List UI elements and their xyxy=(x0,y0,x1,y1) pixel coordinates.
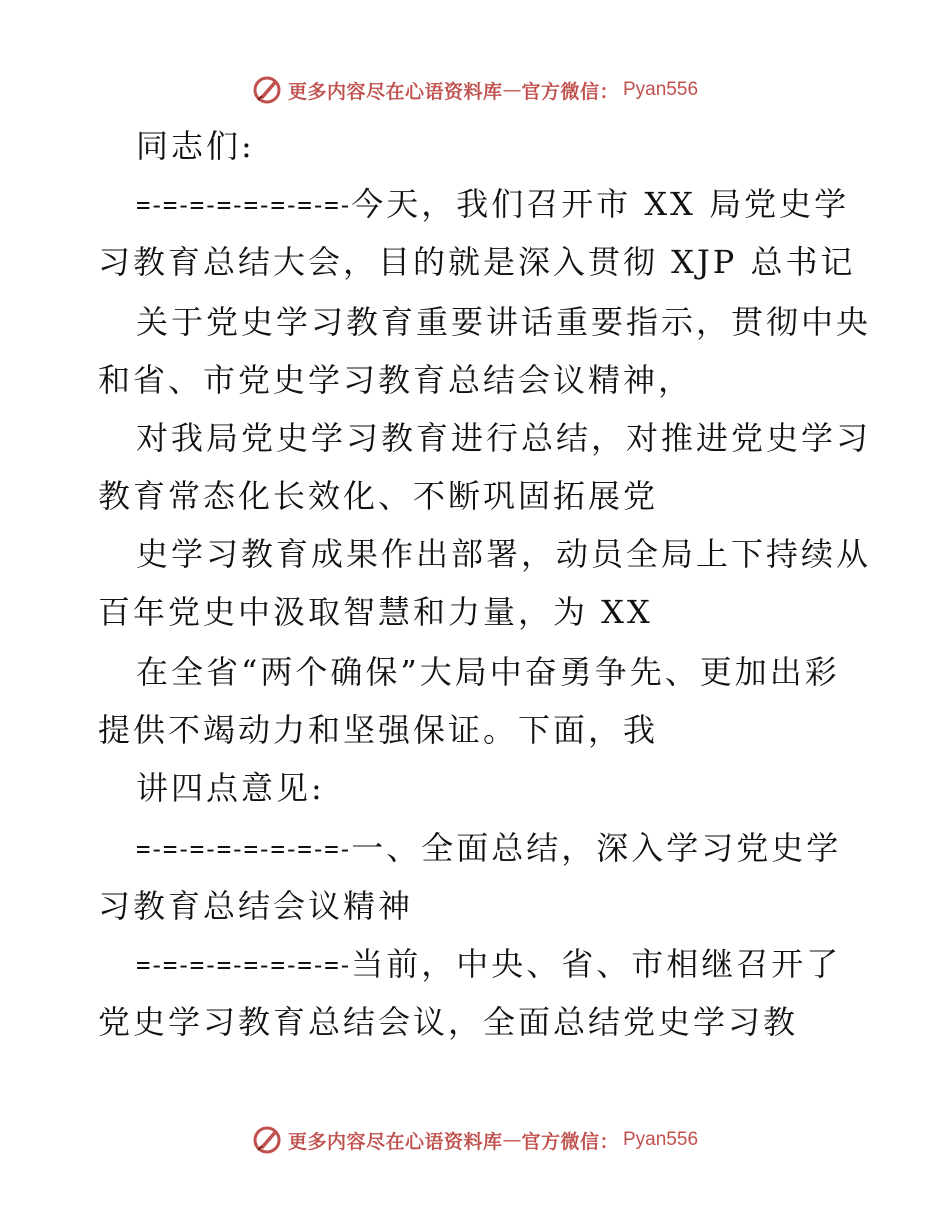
text-line xyxy=(98,242,856,282)
line-text: 习教育总结会议精神 xyxy=(98,887,414,925)
text-line xyxy=(98,476,658,516)
text-line xyxy=(98,886,413,926)
line-text: 百年党史中汲取智慧和力量，为 XX xyxy=(98,593,653,631)
text-line xyxy=(136,534,871,574)
text-line xyxy=(98,1002,798,1042)
text-line xyxy=(136,418,871,458)
text-line xyxy=(98,710,658,750)
line-text: 一、全面总结，深入学习党史学 xyxy=(351,829,842,867)
text-line xyxy=(136,126,255,166)
watermark-text: 更多内容尽在心语资料库 xyxy=(287,1130,503,1153)
text-line xyxy=(136,302,871,342)
text-line xyxy=(98,592,653,632)
line-text: 对我局党史学习教育进行总结，对推进党史学习 xyxy=(136,419,872,457)
line-filler: =-=-=-=-=-=-=-=- xyxy=(136,191,352,219)
watermark-separator: — xyxy=(502,1129,522,1151)
line-text: 同志们: xyxy=(136,127,255,165)
line-text: 党史学习教育总结会议，全面总结党史学习教 xyxy=(98,1003,799,1041)
line-text: 讲四点意见: xyxy=(136,769,325,807)
text-line xyxy=(98,360,693,400)
footer-watermark xyxy=(0,1122,950,1158)
watermark-separator: — xyxy=(502,79,522,101)
line-text: 当前，中央、省、市相继召开了 xyxy=(351,945,842,983)
line-text: 和省、市党史学习教育总结会议精神， xyxy=(98,361,694,399)
line-text: 今天，我们召开市 XX 局党史学 xyxy=(351,185,850,223)
header-watermark xyxy=(0,72,950,108)
line-text: 教育常态化长效化、不断巩固拓展党 xyxy=(98,477,659,515)
text-line xyxy=(136,768,325,808)
text-line xyxy=(136,944,841,984)
quill-logo-icon xyxy=(252,75,282,105)
watermark-text: 更多内容尽在心语资料库 xyxy=(287,80,503,103)
line-filler: =-=-=-=-=-=-=-=- xyxy=(136,951,352,979)
line-text: 关于党史学习教育重要讲话重要指示，贯彻中央 xyxy=(136,303,872,341)
line-text: 习教育总结大会，目的就是深入贯彻 XJP 总书记 xyxy=(98,243,856,281)
text-line xyxy=(136,652,840,692)
text-line xyxy=(136,184,849,224)
line-text: 史学习教育成果作出部署，动员全局上下持续从 xyxy=(136,535,872,573)
quill-logo-icon xyxy=(252,1125,282,1155)
line-text: 在全省“两个确保”大局中奋勇争先、更加出彩 xyxy=(136,653,840,691)
text-line xyxy=(136,828,841,868)
watermark-contact-id: Pyan556 xyxy=(623,1129,699,1150)
watermark-contact-label: 官方微信： xyxy=(521,1130,619,1153)
line-filler: =-=-=-=-=-=-=-=- xyxy=(136,835,352,863)
watermark-contact-id: Pyan556 xyxy=(623,79,699,100)
line-text: 提供不竭动力和坚强保证。下面，我 xyxy=(98,711,659,749)
watermark-contact-label: 官方微信： xyxy=(521,80,619,103)
